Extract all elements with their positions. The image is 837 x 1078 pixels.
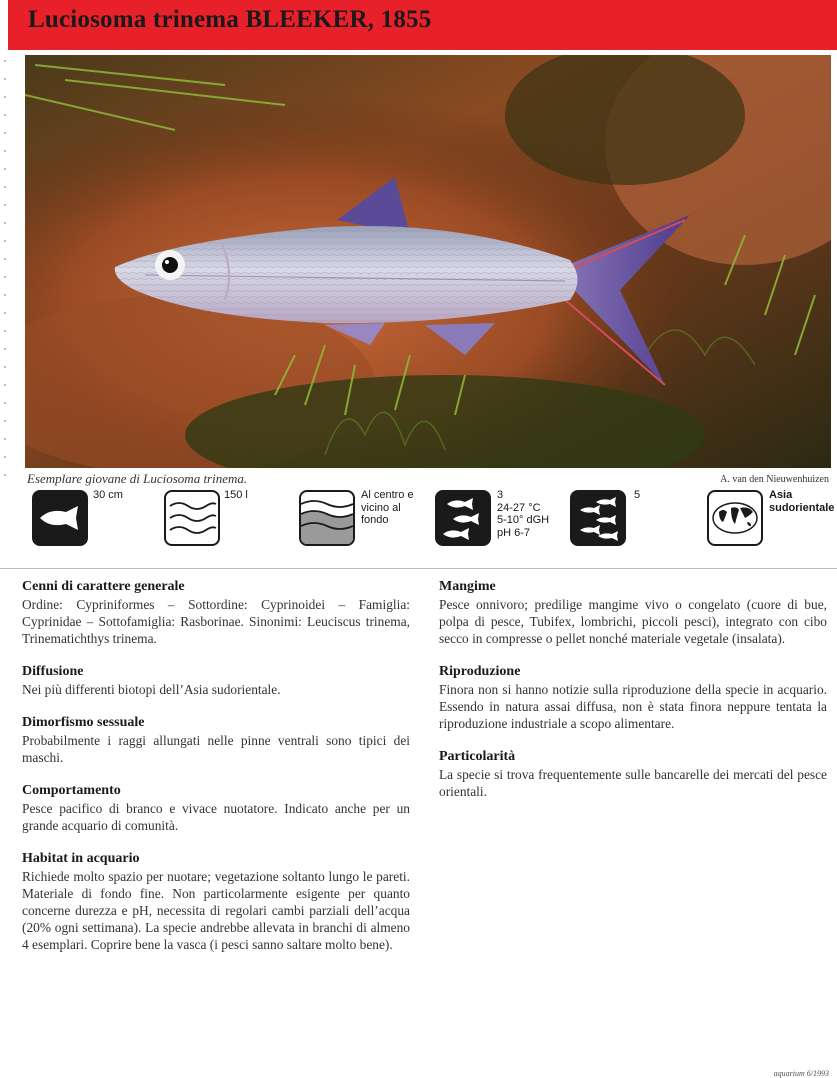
page-footer: aquarium 6/1993 [773, 1069, 829, 1078]
water-volume-icon [164, 490, 220, 546]
water-parameters-label: 3 24-27 °C 5-10° dGH pH 6-7 [497, 489, 550, 539]
school-fish-icon [570, 490, 626, 546]
section-body: Nei più differenti biotopi dell’Asia sudorientale. [22, 682, 281, 697]
school-fish-label: 5 [634, 489, 641, 501]
fish-photo [25, 55, 831, 468]
right-column [439, 578, 827, 816]
fish-size-label: 30 cm [93, 489, 123, 501]
section-behaviour [22, 782, 410, 834]
left-column [22, 578, 410, 969]
section-body: Probabilmente i raggi allungati nelle pinne ventrali sono tipici dei maschi. [22, 733, 410, 765]
water-parameters-icon [435, 490, 491, 546]
photo-caption: Esemplare giovane di Luciosoma trinema. [27, 471, 248, 486]
water-volume-label: 150 l [224, 489, 248, 501]
section-heading: Mangime [439, 579, 496, 594]
fish-photo-illustration [25, 55, 831, 468]
section-distribution [22, 663, 410, 698]
section-particularities [439, 748, 827, 800]
photo-credit: A. van den Nieuwenhuizen [720, 474, 829, 485]
section-body: Pesce pacifico di branco e vivace nuotatore. Indicato anche per un grande acquario di comunità. [22, 801, 410, 833]
section-heading: Cenni di carattere generale [22, 579, 185, 594]
section-heading: Riproduzione [439, 664, 521, 679]
world-map-label: Asia sudorientale [769, 489, 835, 514]
section-dimorphism [22, 714, 410, 766]
margin-dots [4, 60, 6, 480]
swimming-zone-icon [299, 490, 355, 546]
fish-size-icon [32, 490, 88, 546]
section-aquarium-habitat [22, 850, 410, 953]
section-heading: Particolarità [439, 749, 516, 764]
divider [0, 568, 837, 569]
section-body: Pesce onnivoro; predilige mangime vivo o congelato (cuore di bue, polpa di pesce, Tubifex, lombrichi, piccoli pesci), integrato con cibo secco in compresse o pellet nonché materiale vegetale (insalata). [439, 597, 827, 646]
section-heading: Comportamento [22, 783, 121, 798]
section-general [22, 578, 410, 647]
section-body: Finora non si hanno notizie sulla riproduzione della specie in acquario. Essendo in natura assai diffusa, non è stata finora neppure tentata la riproduzione industriale a scopo alimentare. [439, 682, 827, 731]
section-food [439, 578, 827, 647]
swimming-zone-label: Al centro e vicino al fondo [361, 489, 414, 526]
title-banner [8, 0, 837, 50]
section-heading: Habitat in acquario [22, 851, 140, 866]
world-map-icon [707, 490, 763, 546]
page-title: Luciosoma trinema BLEEKER, 1855 [28, 6, 432, 33]
section-reproduction [439, 663, 827, 732]
section-heading: Diffusione [22, 664, 84, 679]
section-body: Ordine: Cypriniformes – Sottordine: Cyprinoidei – Famiglia: Cyprinidae – Sottofamiglia: Rasborinae. Sinonimi: Leuciscus trinema, Trinematichthys trinema. [22, 597, 410, 646]
section-body: Richiede molto spazio per nuotare; vegetazione soltanto lungo le pareti. Materiale di fondo fine. Non particolarmente esigente per quanto concerne durezza e pH, necessita di regolari cambi parziali dell’acqua (20% ogni settimana). La specie andrebbe allevata in branchi di almeno 4 esemplari. Coprire bene la vasca (i pesci sanno saltare molto bene). [22, 869, 410, 952]
section-body: La specie si trova frequentemente sulle bancarelle dei mercati del pesce orientali. [439, 767, 827, 799]
section-heading: Dimorfismo sessuale [22, 715, 145, 730]
